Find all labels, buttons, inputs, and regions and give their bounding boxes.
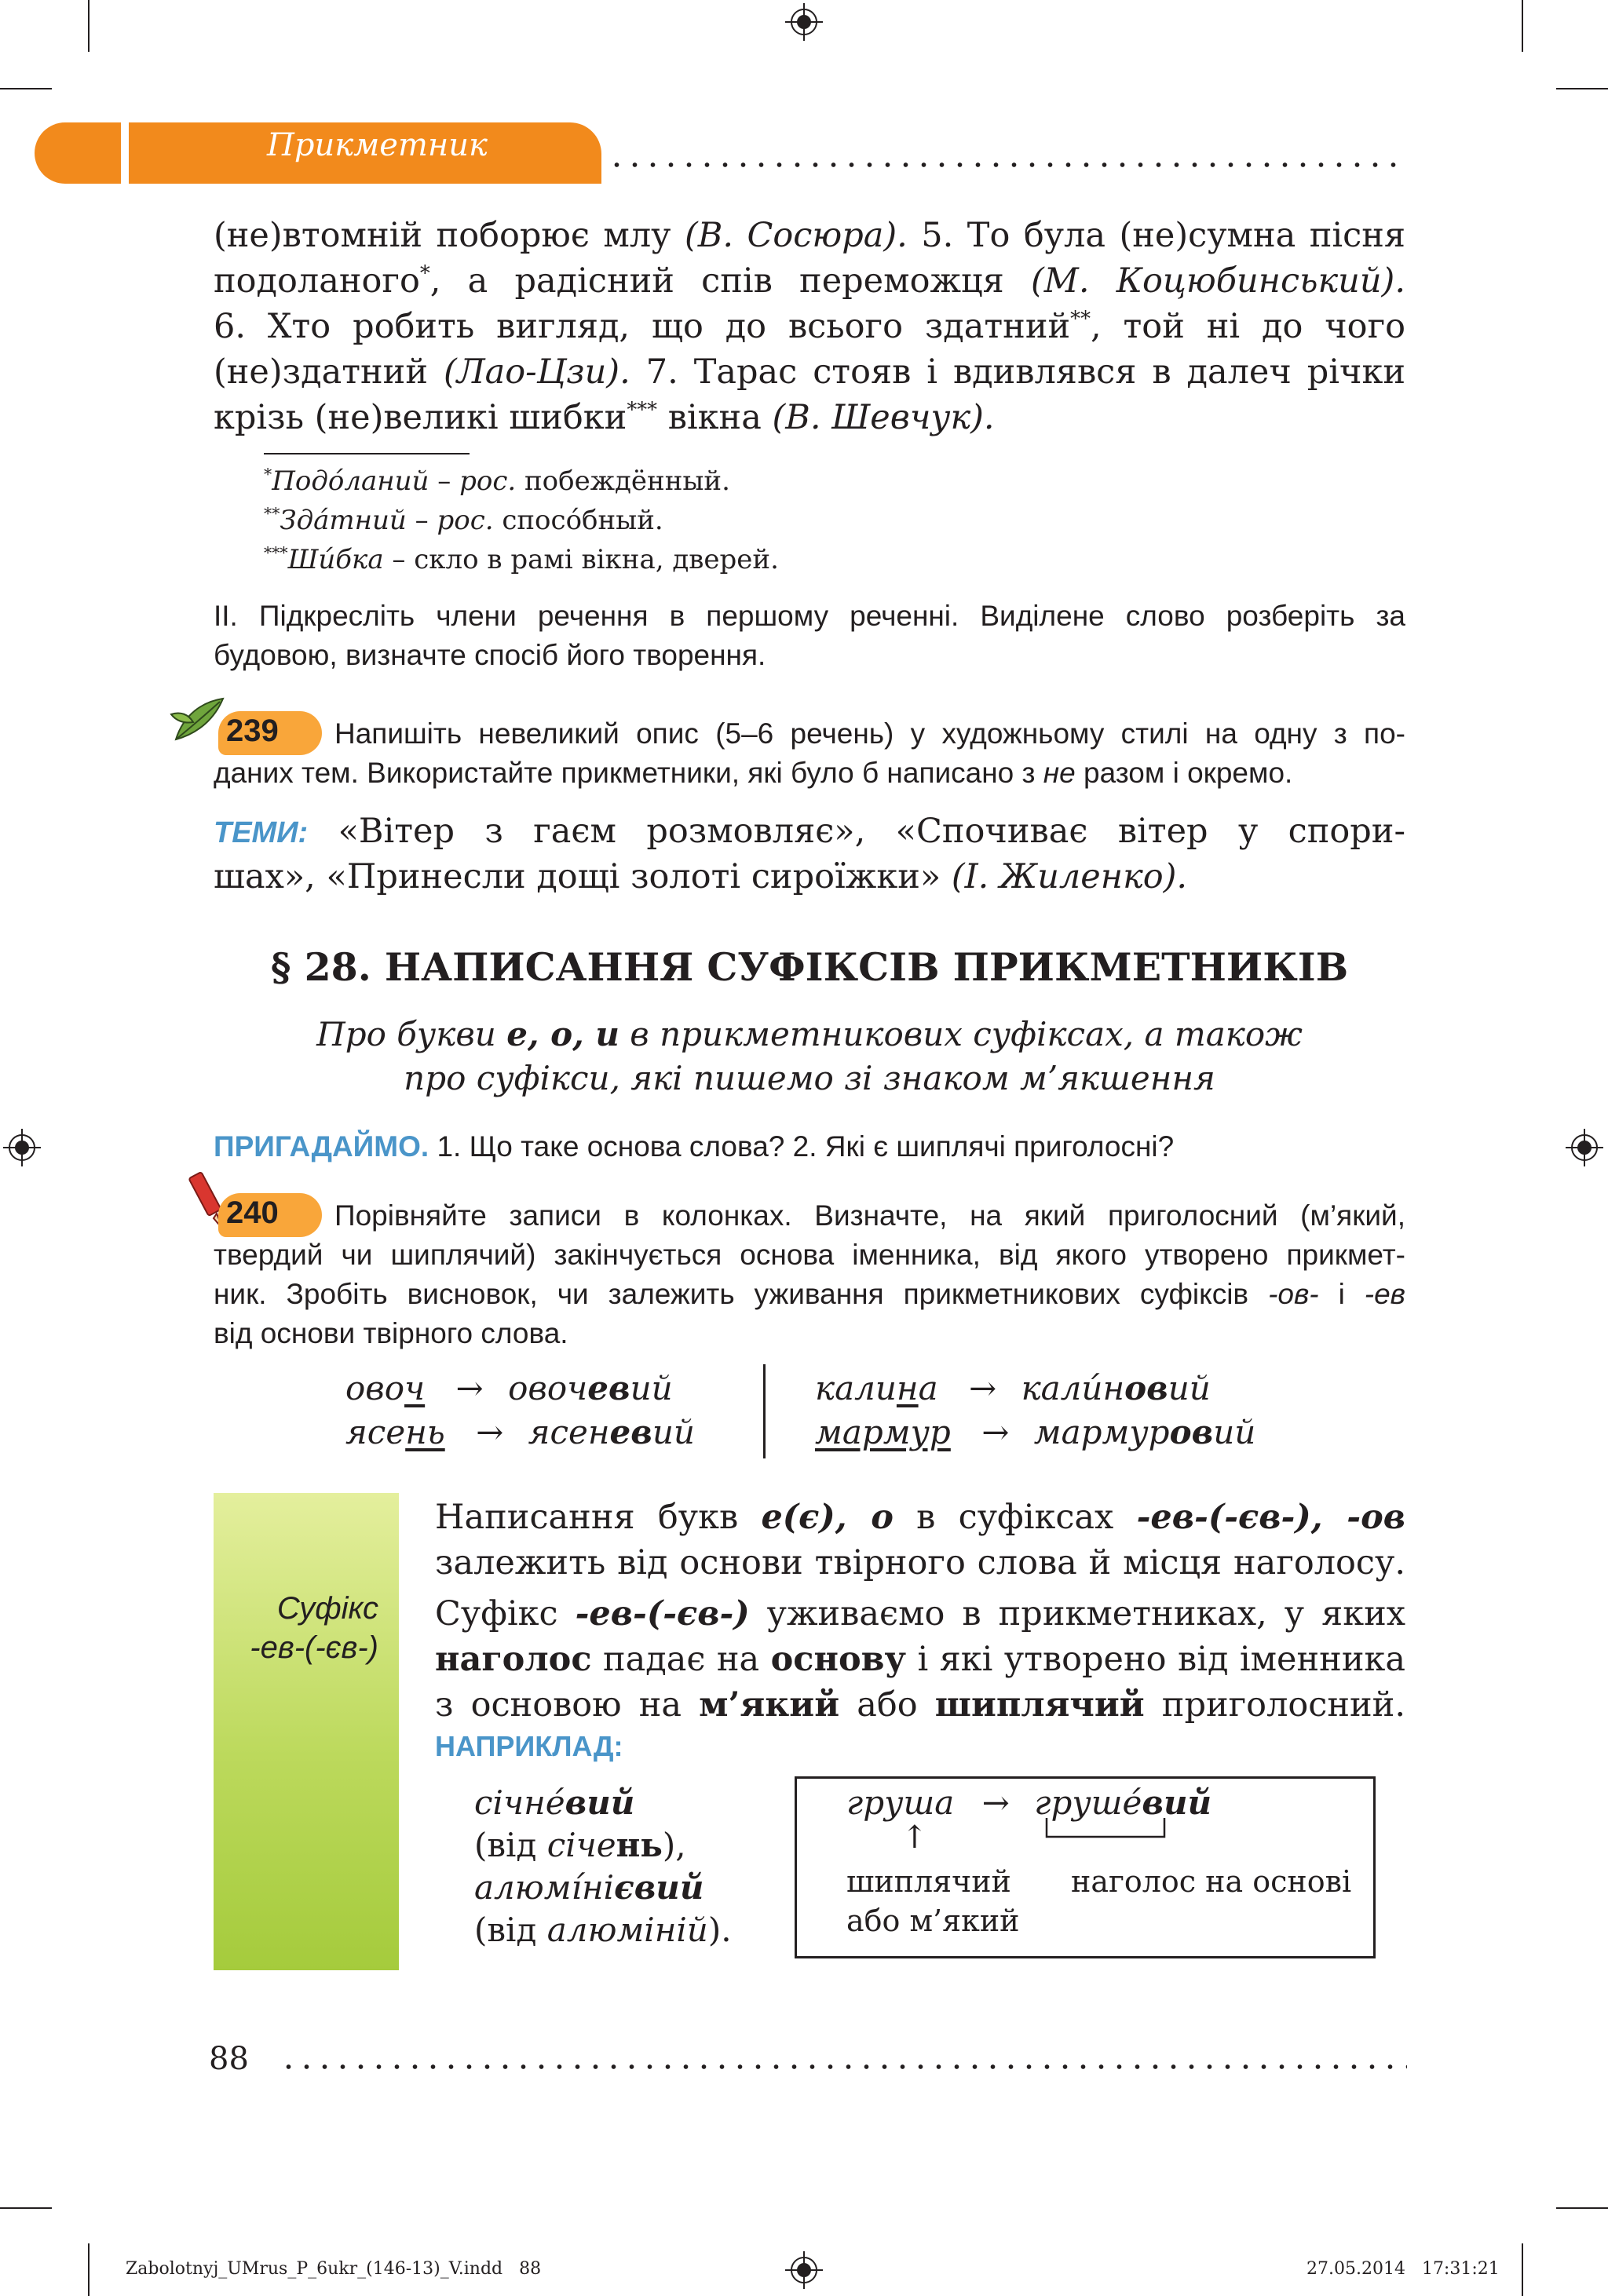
text-line: (не)здатний (Лао-Цзи). 7. Тарас стояв і вдивлявся в далеч річки: [214, 352, 1405, 392]
footer-dotted-rule: [280, 2063, 1407, 2071]
registration-mark-icon: [785, 3, 823, 41]
crop-mark: [1556, 2207, 1608, 2209]
table-right-row: калина → калúновий: [815, 1369, 1211, 1407]
exercise-text: даних тем. Використайте прикметники, які було б написано з не разом і окремо.: [214, 757, 1293, 789]
footnote: ***Ши́бка – скло в рамі вікна, дверей.: [264, 543, 779, 575]
themes-line: ТЕМИ: «Вітер з гаєм розмовляє», «Спочиває вітер у спори-: [214, 812, 1405, 851]
rule-text: Суфікс -ев-(-єв-) уживаємо в прикметниках, у яких: [435, 1594, 1405, 1633]
table-divider: [763, 1364, 766, 1458]
crop-mark: [88, 2243, 90, 2296]
footnote: *Подо́ланий – рос. побеждённый.: [264, 465, 730, 497]
text-line: подоланого*, а радісний спів переможця (М. Коцюбинський).: [214, 261, 1405, 301]
section-subtitle: про суфікси, які пишемо зі знаком м’якшення: [404, 1059, 1215, 1097]
registration-mark-icon: [3, 1129, 41, 1166]
table-right-row: мармур → мармуровий: [815, 1413, 1256, 1451]
exercise-text: твердий чи шиплячий) закінчується основа іменника, від якого утворено прикмет-: [214, 1239, 1405, 1271]
footnote: **Зда́тний – рос. спосо́бный.: [264, 504, 663, 536]
slug-file: Zabolotnyj_UMrus_P_6ukr_(146-13)_V.indd 88: [126, 2259, 542, 2279]
slug-date: 27.05.2014 17:31:21: [1306, 2259, 1500, 2279]
page-number: 88: [209, 2041, 249, 2077]
themes-line: шах», «Принесли дощі золоті сироїжки» (І. Жиленко).: [214, 857, 1188, 896]
exercise-number: 240: [226, 1195, 279, 1230]
crop-mark: [1522, 0, 1523, 52]
exercise-text: від основи твірного слова.: [214, 1317, 568, 1349]
registration-mark-icon: [785, 2251, 823, 2289]
crop-mark: [0, 2207, 52, 2209]
header-tab: [35, 122, 121, 184]
up-arrow-icon: ↑: [901, 1820, 928, 1856]
rule-text: з основою на м’який або шиплячий приголосний.: [435, 1685, 1406, 1725]
header-dotted-rule: [608, 161, 1407, 169]
section-title: § 28. НАПИСАННЯ СУФІКСІВ ПРИКМЕТНИКІВ: [270, 944, 1349, 990]
themes-label: ТЕМИ:: [214, 816, 309, 849]
example-label: НАПРИКЛАД:: [435, 1730, 623, 1762]
rule-text: Написання букв е(є), о в суфіксах -ев-(-єв-), -ов: [435, 1498, 1405, 1537]
box-note-stress: наголос на основі: [1071, 1864, 1352, 1899]
registration-mark-icon: [1566, 1129, 1603, 1166]
task-text: ІІ. Підкресліть члени речення в першому реченні. Виділене слово розберіть за: [214, 600, 1405, 632]
rule-text: залежить від основи твірного слова й місця наголосу.: [435, 1543, 1405, 1582]
text-line: (не)втомній поборює млу (В. Сосюра). 5. То була (не)сумна пісня: [214, 216, 1405, 255]
section-header-title: Прикметник: [267, 127, 488, 163]
exercise-text: Напишіть невеликий опис (5–6 речень) у художньому стилі на одну з по-: [334, 717, 1405, 750]
stem-bracket-icon: [1044, 1818, 1167, 1840]
crop-mark: [88, 0, 90, 52]
crop-mark: [1556, 88, 1608, 89]
crop-mark: [0, 88, 52, 89]
text-line: крізь (не)великі шибки*** вікна (В. Шевчук).: [214, 398, 995, 437]
recall-label: ПРИГАДАЙМО.: [214, 1130, 429, 1163]
example-words: січне́вий (від січень), алюмі́нієвий (від алюміній).: [474, 1783, 732, 1949]
rule-sidebar: [214, 1493, 399, 1970]
footnote-rule: [264, 453, 470, 454]
task-text: будовою, визначте спосіб його творення.: [214, 639, 766, 671]
table-left-row: ясень → ясеневий: [345, 1413, 695, 1451]
table-left-row: овоч → овочевий: [345, 1369, 673, 1407]
rule-sidebar-label: Суфікс -ев-(-єв-): [250, 1591, 378, 1665]
exercise-text: ник. Зробіть висновок, чи залежить уживання прикметникових суфіксів -ов- і -ев: [214, 1278, 1405, 1310]
example-box-word: груша → груше́вий: [846, 1783, 1212, 1822]
recall-line: ПРИГАДАЙМО. 1. Що таке основа слова? 2. Які є шиплячі приголосні?: [214, 1130, 1175, 1163]
crop-mark: [1522, 2243, 1523, 2296]
box-note-consonant: шиплячий або м’який: [846, 1864, 1020, 1938]
exercise-number: 239: [226, 714, 279, 748]
rule-text: наголос падає на основу і які утворено від іменника: [435, 1640, 1405, 1679]
exercise-text: Порівняйте записи в колонках. Визначте, на який приголосний (м’який,: [334, 1199, 1405, 1232]
section-subtitle: Про букви е, о, и в прикметникових суфіксах, а також: [316, 1015, 1303, 1053]
text-line: 6. Хто робить вигляд, що до всього здатний**, той ні до чого: [214, 307, 1405, 346]
